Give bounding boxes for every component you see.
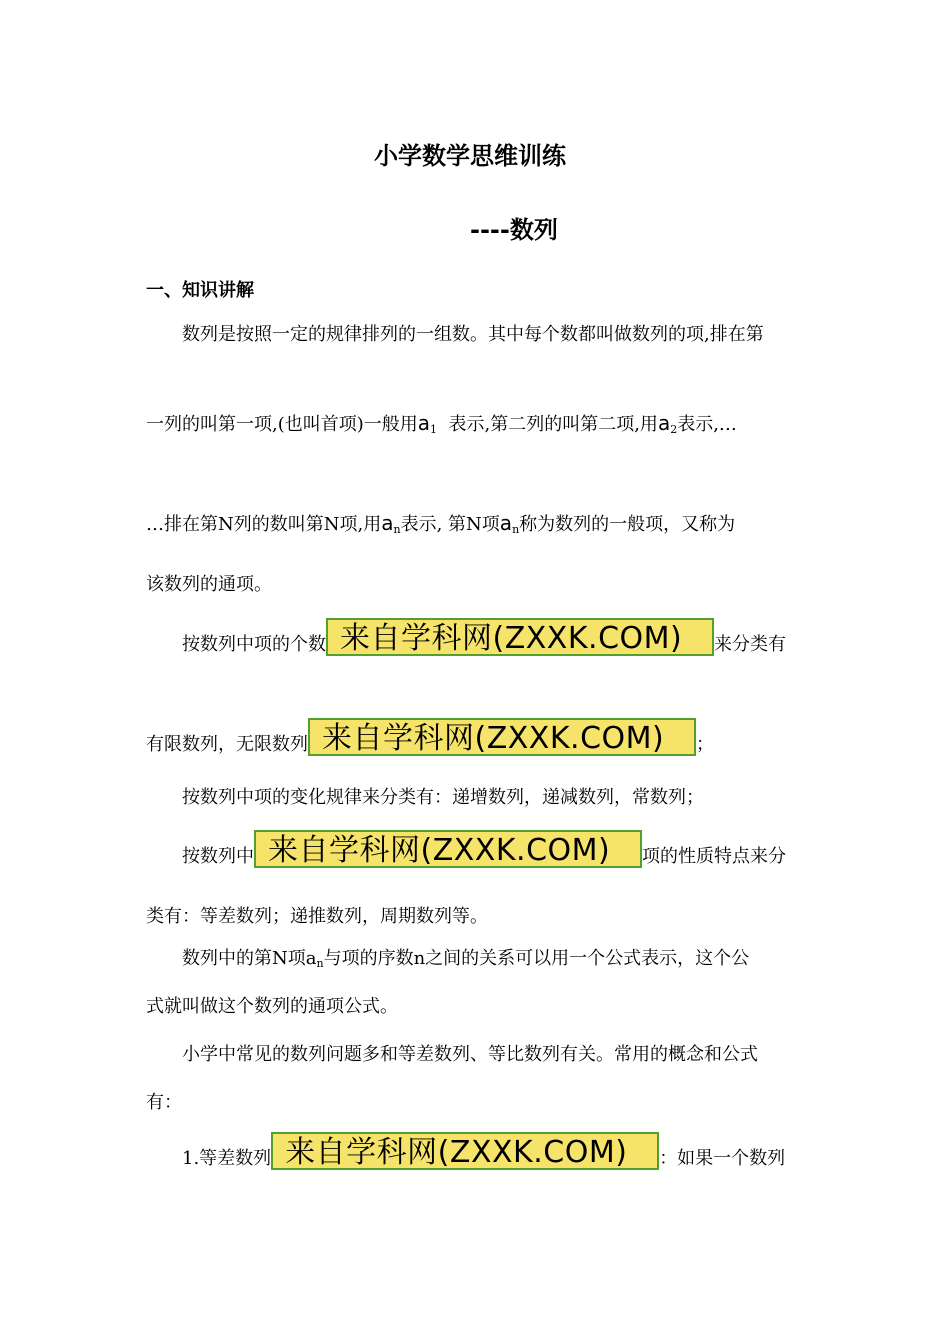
text: 类有：等差数列；递推数列，周期数列等。 [146,906,488,927]
para3 [182,783,704,809]
text: 小学中常见的数列问题多和等差数列、等比数列有关。常用的概念和公式 [182,1044,758,1065]
para4-line2 [146,902,488,928]
text: 来分类有 [714,634,786,655]
para2-line1 [182,618,786,656]
para1-line4 [146,570,272,596]
text: 数列中的第N项a [182,948,317,969]
para1-line2 [146,410,737,436]
watermark-stamp: 来自学科网(ZXXK.COM) [326,618,714,656]
a-symbol: a [657,411,671,435]
text: 数列是按照一定的规律排列的一组数。其中每个数都叫做数列的项,排在第 [182,324,764,345]
text: 有限数列，无限数列 [146,734,308,755]
document-title: 小学数学思维训练 [374,142,566,170]
text: 表示,… [677,414,737,435]
para6-line1 [182,1040,758,1066]
a-symbol: a [417,411,431,435]
subscript: 2 [670,423,678,436]
para1-line3 [146,510,735,536]
para1-line1 [182,320,764,346]
text: 称为数列的一般项，又称为 [519,514,736,535]
text: 按数列中 [182,846,254,867]
text: 项的性质特点来分 [642,846,786,867]
text: 该数列的通项。 [146,574,272,595]
para5-line2 [146,992,398,1018]
a-symbol: a [381,511,394,535]
text: ：如果一个数列 [659,1148,786,1169]
text: 表示,第二列的叫第二项,用 [448,414,658,435]
para6-line2 [146,1088,182,1114]
para5-line1 [182,944,749,970]
text: 1.等差数列 [182,1148,272,1169]
text: 一列的叫第一项,(也叫首项)一般用 [146,414,418,435]
subscript: n [512,523,520,536]
text: 与项的序数n之间的关系可以用一个公式表示，这个公 [323,948,750,969]
document-subtitle: ----数列 [470,216,558,244]
para2-line2 [146,718,714,756]
text: 有： [146,1092,182,1113]
subscript: 1 [430,423,438,436]
text: 表示, 第N项 [400,514,500,535]
subscript: n [316,957,324,970]
section-heading: 一、知识讲解 [146,280,254,301]
watermark-stamp: 来自学科网(ZXXK.COM) [308,718,696,756]
a-symbol: a [499,511,513,535]
text: 式就叫做这个数列的通项公式。 [146,996,398,1017]
text: 按数列中项的个数 [182,634,326,655]
text: ； [696,734,714,755]
para4-line1 [182,830,786,868]
para7-line1 [182,1132,785,1170]
subscript: n [393,523,401,536]
watermark-stamp: 来自学科网(ZXXK.COM) [254,830,642,868]
text: 按数列中项的变化规律来分类有：递增数列，递减数列，常数列； [182,787,704,808]
text: …排在第N列的数叫第N项,用 [146,514,382,535]
watermark-stamp: 来自学科网(ZXXK.COM) [271,1132,659,1170]
